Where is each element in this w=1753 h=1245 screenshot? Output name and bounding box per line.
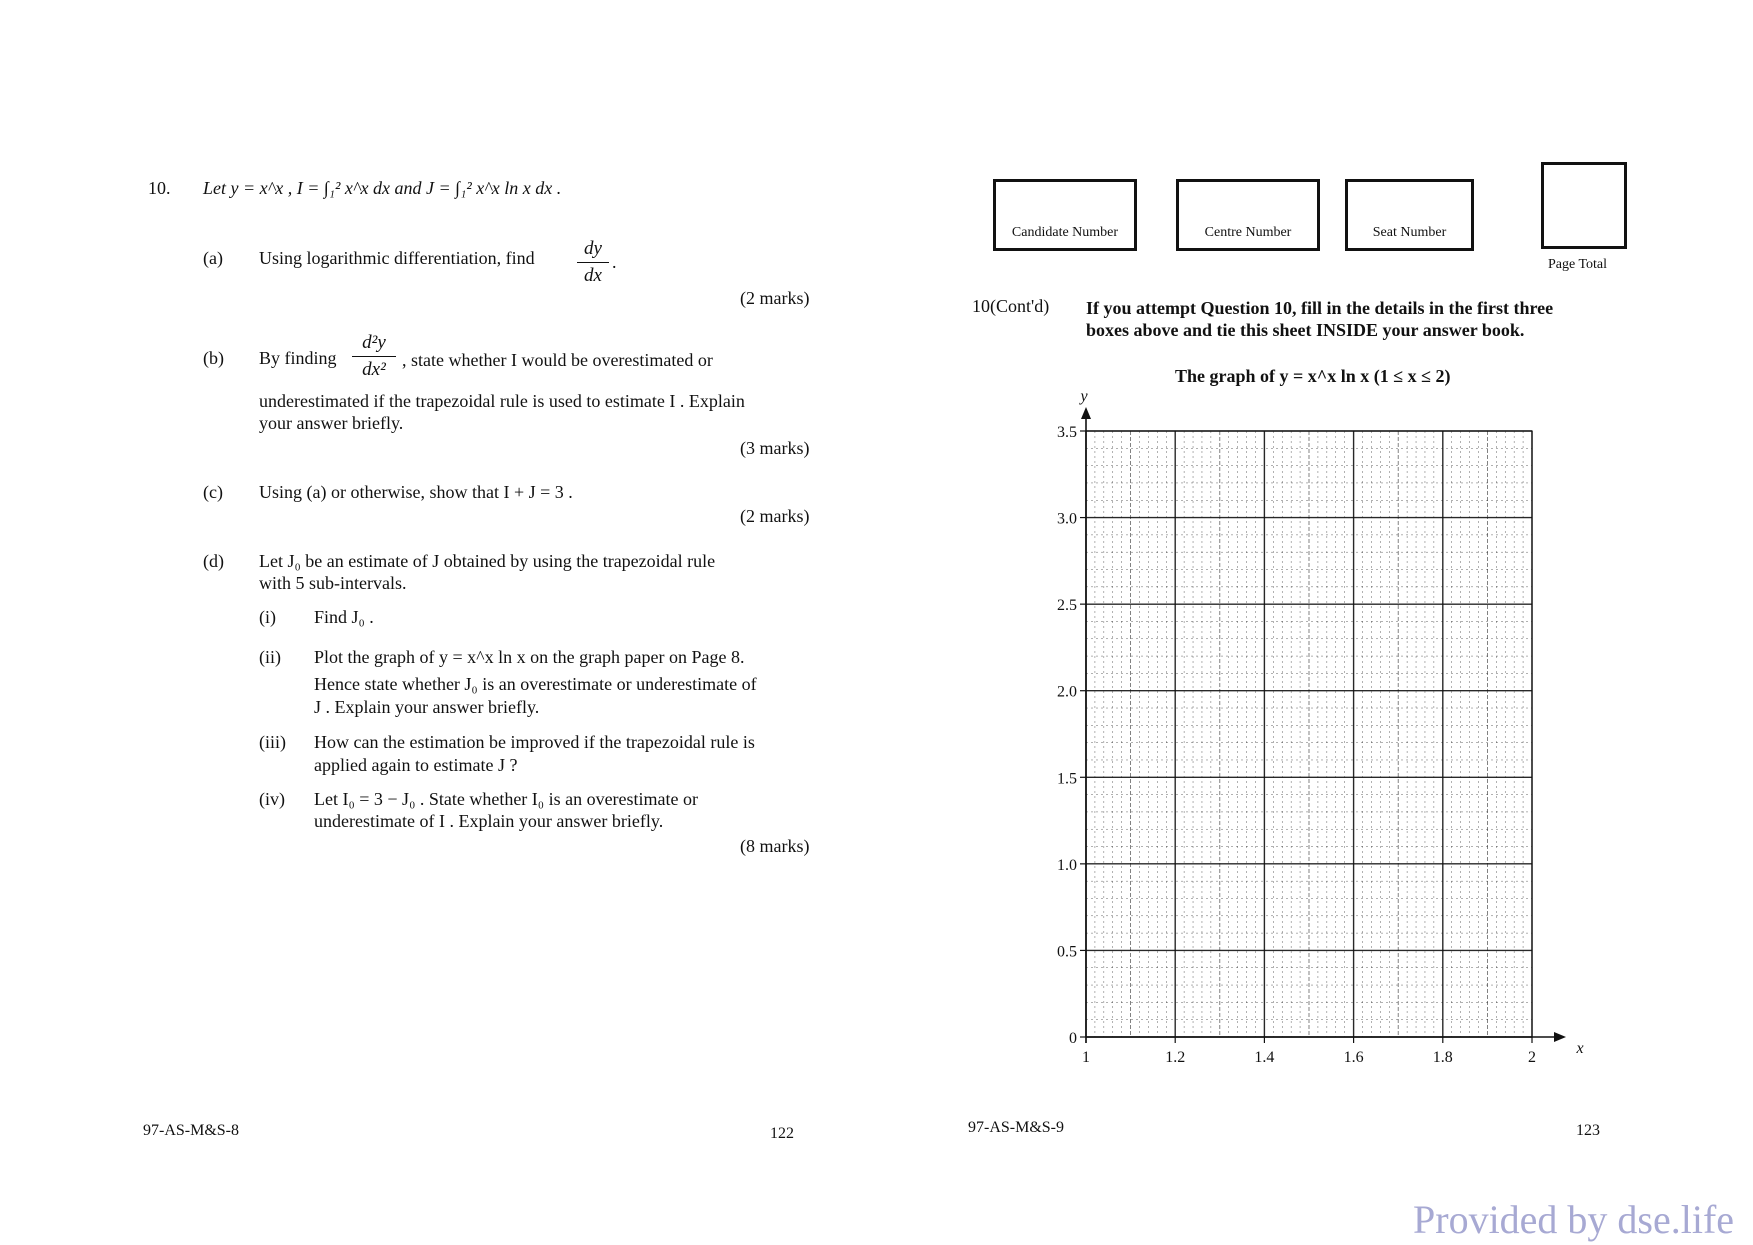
part-d-ii-line2: Hence state whether J₀ is an overestimate or underestimate of [314,674,757,694]
y-tick-label: 2.0 [1057,683,1077,701]
right-page-number: 123 [1576,1122,1600,1139]
y-axis-label: y [1080,388,1088,405]
part-d-iv-label: (iv) [259,789,285,809]
page-total-label: Page Total [1548,257,1608,272]
x-tick-label: 1.2 [1165,1049,1186,1066]
part-d-i-text: Find J₀ . [314,607,374,627]
y-tick-label: 1.5 [1057,770,1077,788]
seat-number-box[interactable] [1345,179,1474,251]
part-d-ii-line1: Plot the graph of y = x^x ln x on the graph paper on Page 8. [314,647,745,667]
x-tick-label: 1.8 [1432,1049,1453,1066]
candidate-number-label: Candidate Number [1011,225,1119,240]
part-b-marks: (3 marks) [740,438,810,458]
y-tick-label: 2.5 [1057,597,1077,615]
instruction-line2: boxes above and tie this sheet INSIDE your answer book. [1086,320,1525,340]
graph-title: The graph of y = x^x ln x (1 ≤ x ≤ 2) [1175,366,1451,386]
instruction-line1: If you attempt Question 10, fill in the details in the first three [1086,298,1554,318]
x-tick-label: 2 [1528,1049,1536,1066]
page-total-box[interactable] [1541,162,1627,249]
candidate-number-box[interactable] [993,179,1137,251]
part-a-period: . [612,252,617,272]
part-d-i-label: (i) [259,607,276,627]
x-axis-arrow [1554,1032,1566,1042]
part-b-text-post: , state whether I would be overestimated or [402,350,713,370]
part-d-iii-line1: How can the estimation be improved if the trapezoidal rule is [314,732,755,752]
fraction-bar [352,356,396,357]
y-tick-label: 1.0 [1057,856,1077,874]
part-a-text: Using logarithmic differentiation, find [259,248,535,268]
y-tick-label: 0.5 [1057,943,1077,961]
y-tick-label: 3.0 [1057,510,1077,528]
y-tick-label: 0 [1069,1030,1077,1047]
part-d-ii-line3: J . Explain your answer briefly. [314,697,540,717]
part-a-marks: (2 marks) [740,288,810,308]
part-c-label: (c) [203,482,223,502]
y-tick-label: 3.5 [1057,424,1077,441]
question-intro: Let y = x^x , I = ∫₁² x^x dx and J = ∫₁² x^x ln x dx . [203,178,562,198]
centre-number-label: Centre Number [1204,225,1292,240]
part-d-iv-line2: underestimate of I . Explain your answer briefly. [314,811,664,831]
part-a-frac-num: dy [584,238,602,259]
cont-label: 10(Cont'd) [972,296,1050,316]
part-b-fraction [352,332,396,381]
question-number: 10. [148,178,171,198]
part-b-frac-num: d²y [362,332,386,353]
part-a-label: (a) [203,248,223,268]
part-d-label: (d) [203,551,224,571]
part-b-frac-den: dx² [362,359,386,380]
part-b-line2: underestimated if the trapezoidal rule is used to estimate I . Explain [259,391,745,411]
left-footer-code: 97-AS-M&S-8 [143,1122,240,1139]
part-b-line3: your answer briefly. [259,413,404,433]
fraction-bar [577,262,609,263]
x-tick-label: 1.6 [1343,1049,1364,1066]
part-a-fraction [577,238,609,287]
part-b-label: (b) [203,348,224,368]
watermark: Provided by dse.life [1413,1197,1735,1242]
centre-number-box[interactable] [1176,179,1320,251]
left-page-number: 122 [770,1125,794,1142]
part-d-iii-line2: applied again to estimate J ? [314,755,518,775]
right-footer-code: 97-AS-M&S-9 [968,1119,1065,1136]
graph-frame [1086,431,1532,1037]
part-d-iv-line1: Let I₀ = 3 − J₀ . State whether I₀ is an overestimate or [314,789,699,809]
x-tick-label: 1.4 [1254,1049,1275,1066]
part-d-line1: Let J₀ be an estimate of J obtained by using the trapezoidal rule [259,551,716,571]
part-a-frac-den: dx [584,265,602,286]
seat-number-label: Seat Number [1372,225,1447,240]
part-c-marks: (2 marks) [740,506,810,526]
part-c-text: Using (a) or otherwise, show that I + J = 3 . [259,482,573,502]
part-b-text-pre: By finding [259,348,337,368]
y-axis-arrow [1081,407,1091,419]
part-d-ii-label: (ii) [259,647,281,667]
part-d-marks: (8 marks) [740,836,810,856]
x-axis-label: x [1576,1040,1584,1057]
part-d-line2: with 5 sub-intervals. [259,573,407,593]
x-tick-label: 1 [1082,1049,1090,1066]
part-d-iii-label: (iii) [259,732,286,752]
